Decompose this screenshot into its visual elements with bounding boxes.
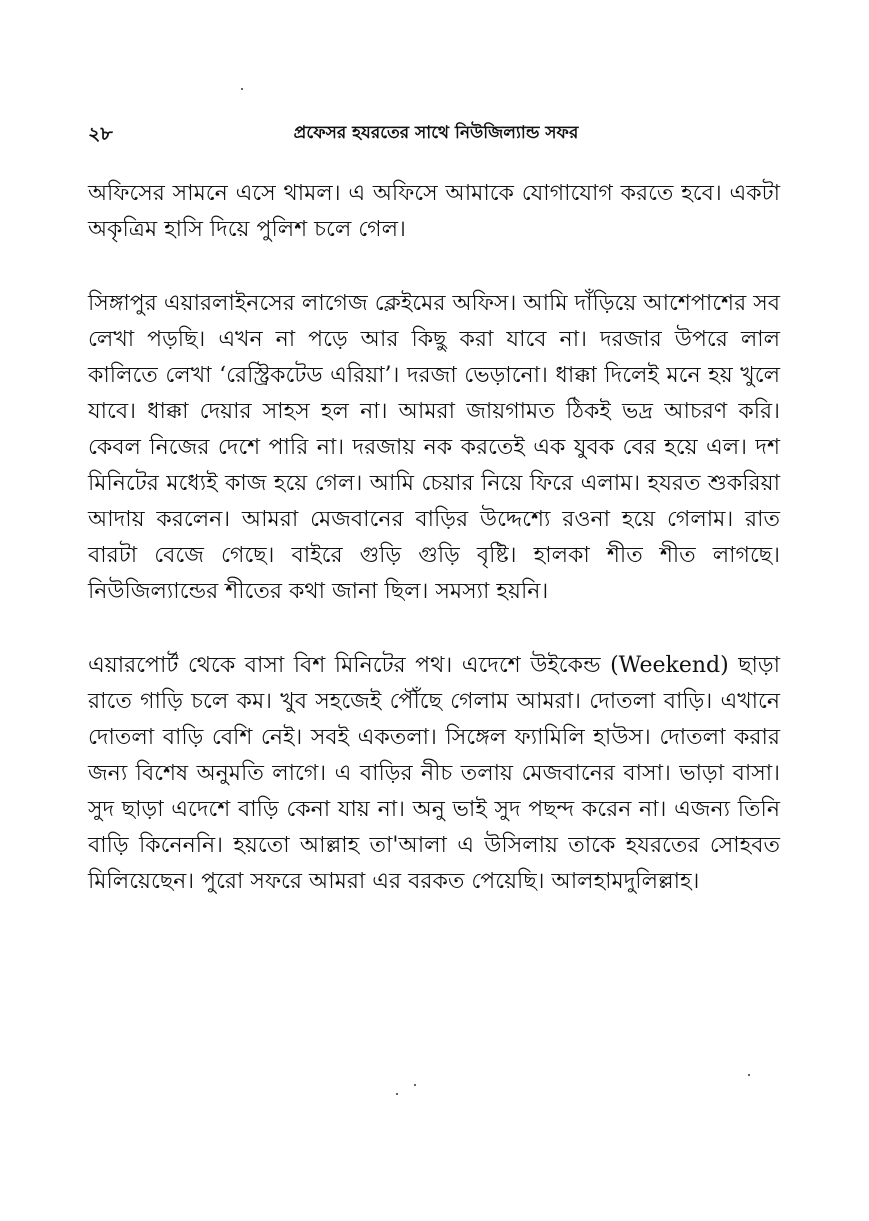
paragraph-3: এয়ারপোর্ট থেকে বাসা বিশ মিনিটের পথ। এদেশে উইকেন্ড (Weekend) ছাড়া রাতে গাড়ি চলে কম। খুব সহজেই পৌঁছে গেলাম আমরা। দোতলা বাড়ি। এখানে দোতলা বাড়ি বেশি নেই। সবই একতলা। সিঙ্গেল ফ্যামিলি হাউস। দোতলা করার জন্য বিশেষ অনুমতি লাগে। এ বাড়ির নীচ তলায় মেজবানের বাসা। ভাড়া বাসা। সুদ ছাড়া এদেশে বাড়ি কেনা যায় না। অনু ভাই সুদ পছন্দ করেন না। এজন্য তিনি বাড়ি কিনেননি। হয়তো আল্লাহ তা'আলা এ উসিলায় তাকে হযরতের সোহবত মিলিয়েছেন। পুরো সফরে আমরা এর বরকত পেয়েছি। আলহামদুলিল্লাহ। [88,653,780,894]
body-text [88,176,780,938]
running-title: প্রফেসর হযরতের সাথে নিউজিল্যান্ড সফর [293,123,579,143]
page-header [88,120,784,146]
scan-speck [241,88,243,90]
paragraph-2: সিঙ্গাপুর এয়ারলাইনসের লাগেজ ক্লেইমের অফিস। আমি দাঁড়িয়ে আশেপাশের সব লেখা পড়ছি। এখন না পড়ে আর কিছু করা যাবে না। দরজার উপরে লাল কালিতে লেখা ‘রেস্ট্রিকটেড এরিয়া’। দরজা ভেড়ানো। ধাক্কা দিলেই মনে হয় খুলে যাবে। ধাক্কা দেয়ার সাহস হল না। আমরা জায়গামত ঠিকই ভদ্র আচরণ করি। কেবল নিজের দেশে পারি না। দরজায় নক করতেই এক যুবক বের হয়ে এল। দশ মিনিটের মধ্যেই কাজ হয়ে গেল। আমি চেয়ার নিয়ে ফিরে এলাম। হযরত শুকরিয়া আদায় করলেন। আমরা মেজবানের বাড়ির উদ্দেশ্যে রওনা হয়ে গেলাম। রাত বারটা বেজে গেছে। বাইরে গুড়ি গুড়ি বৃষ্টি। হালকা শীত শীত লাগছে। নিউজিল্যান্ডের শীতের কথা জানা ছিল। সমস্যা হয়নি। [88,291,780,604]
scan-speck [414,1084,416,1086]
paragraph-1: অফিসের সামনে এসে থামল। এ অফিসে আমাকে যোগাযোগ করতে হবে। একটা অকৃত্রিম হাসি দিয়ে পুলিশ চলে গেল। [88,181,780,242]
page-number: ২৮ [88,123,113,145]
scan-speck [396,1093,398,1095]
scan-speck [748,1074,750,1076]
